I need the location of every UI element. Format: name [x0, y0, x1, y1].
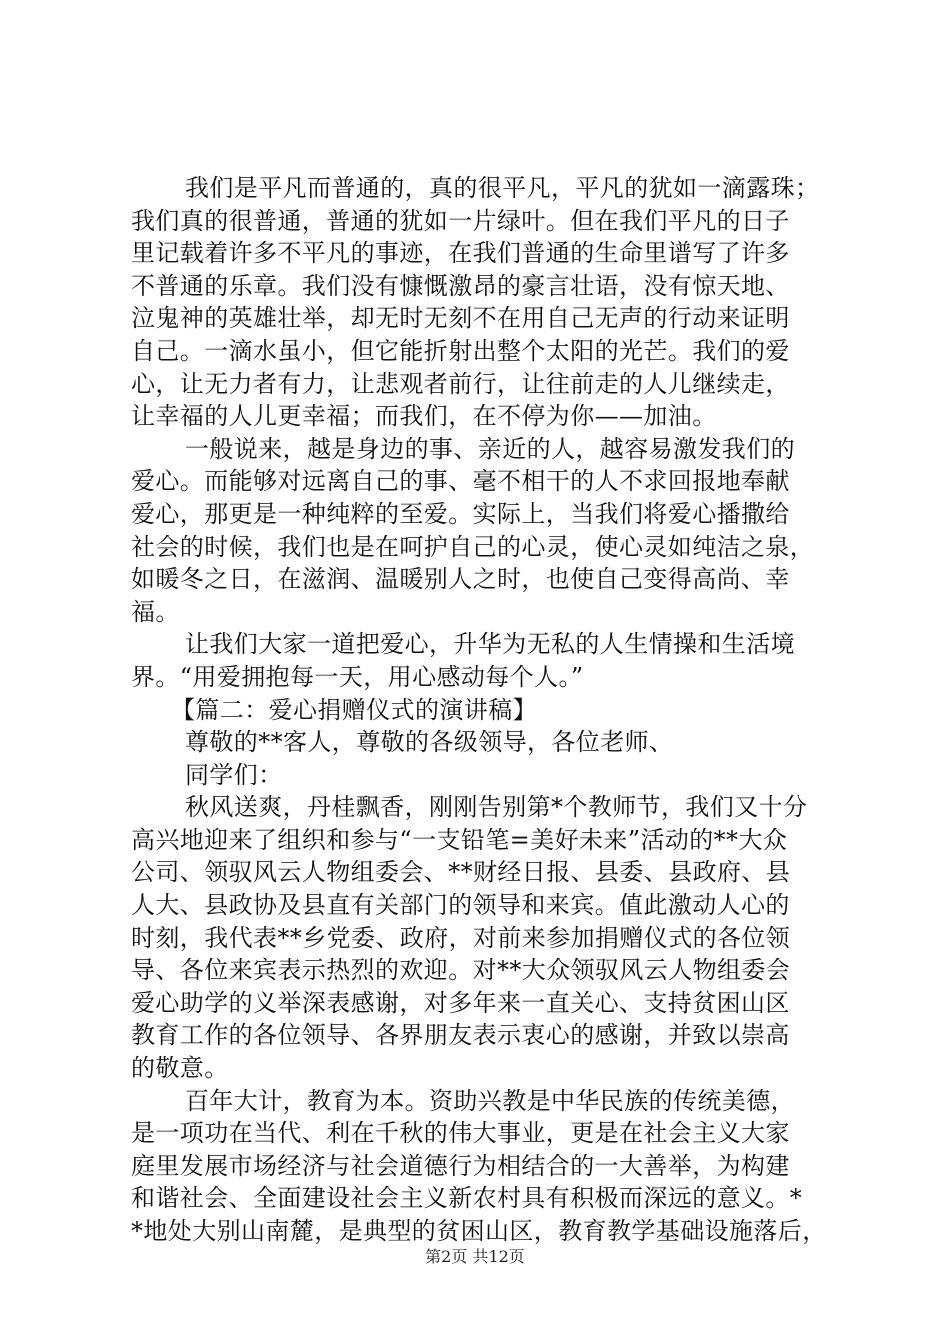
text-line: 如暖冬之日，在滋润、温暖别人之时，也使自己变得高尚、幸 — [131, 565, 790, 594]
text-line: 自己。一滴水虽小，但它能折射出整个太阳的光芒。我们的爱 — [131, 336, 790, 365]
paragraph-3 — [131, 628, 835, 693]
text-line: 尊敬的**客人，尊敬的各级领导，各位老师、 — [185, 728, 674, 757]
salutation-continued — [131, 759, 835, 792]
text-line: 高兴地迎来了组织和参与“一支铅笔=美好未来”活动的**大众 — [131, 825, 788, 854]
text-line: 爱心助学的义举深表感谢，对多年来一直关心、支持贫困山区 — [131, 988, 790, 1017]
text-line: 教育工作的各位领导、各界朋友表示衷心的感谢，并致以崇高 — [131, 1021, 790, 1050]
text-line: 一般说来，越是身边的事、亲近的人，越容易激发我们的 — [185, 434, 795, 463]
text-line: 里记载着许多不平凡的事迹，在我们普通的生命里谱写了许多 — [131, 239, 790, 268]
text-line: 的敬意。 — [131, 1054, 229, 1083]
text-line: 社会的时候，我们也是在呵护自己的心灵，使心灵如纯洁之泉， — [131, 532, 815, 561]
text-line: 我们真的很普通，普通的犹如一片绿叶。但在我们平凡的日子 — [131, 206, 790, 235]
text-line: 公司、领驭风云人物组委会、**财经日报、县委、县政府、县 — [131, 858, 791, 887]
paragraph-8 — [131, 1085, 835, 1248]
text-line: 时刻，我代表**乡党委、政府，对前来参加捐赠仪式的各位领 — [131, 923, 791, 952]
text-line: 福。 — [131, 597, 180, 626]
text-line: 庭里发展市场经济与社会道德行为相结合的一大善举，为构建 — [131, 1151, 790, 1180]
text-line: 界。“用爱拥抱每一天，用心感动每个人。” — [131, 662, 584, 691]
text-line: 导、各位来宾表示热烈的欢迎。对**大众领驭风云人物组委会 — [131, 956, 791, 985]
text-line: 秋风送爽，丹桂飘香，刚刚告别第*个教师节，我们又十分 — [185, 793, 808, 822]
text-line: *地处大别山南麓，是典型的贫困山区，教育教学基础设施落后， — [131, 1217, 827, 1245]
text-line: 人大、县政协及县直有关部门的领导和来宾。值此激动人心的 — [131, 891, 790, 920]
document-body — [131, 172, 835, 1248]
text-line: 让我们大家一道把爱心，升华为无私的人生情操和生活境 — [185, 630, 795, 659]
text-line: 心，让无力者有力，让悲观者前行，让往前走的人儿继续走， — [131, 369, 790, 398]
text-line: 爱心。而能够对远离自己的事、毫不相干的人不求回报地奉献 — [131, 467, 790, 496]
salutation — [131, 726, 835, 759]
text-line: 和谐社会、全面建设社会主义新农村具有积极而深远的意义。* — [131, 1184, 803, 1213]
text-line: 我们是平凡而普通的，真的很平凡，平凡的犹如一滴露珠； — [185, 174, 820, 202]
text-line: 【篇二：爱心捐赠仪式的演讲稿】 — [171, 695, 537, 724]
text-line: 同学们： — [185, 760, 283, 789]
text-line: 是一项功在当代、利在千秋的伟大事业，更是在社会主义大家 — [131, 1119, 790, 1148]
paragraph-1 — [131, 172, 835, 433]
paragraph-2 — [131, 433, 835, 629]
page-number-footer: 第2页 共12页 — [425, 1247, 525, 1266]
paragraph-7 — [131, 791, 835, 1084]
text-line: 让幸福的人儿更幸福；而我们，在不停为你——加油。 — [131, 402, 717, 431]
section-heading — [131, 694, 835, 727]
text-line: 不普通的乐章。我们没有慷慨激昂的豪言壮语，没有惊天地、 — [131, 271, 790, 300]
text-line: 爱心，那更是一种纯粹的至爱。实际上，当我们将爱心播撒给 — [131, 499, 790, 528]
text-line: 泣鬼神的英雄壮举，却无时无刻不在用自己无声的行动来证明 — [131, 304, 790, 333]
text-line: 百年大计，教育为本。资助兴教是中华民族的传统美德， — [185, 1086, 795, 1115]
